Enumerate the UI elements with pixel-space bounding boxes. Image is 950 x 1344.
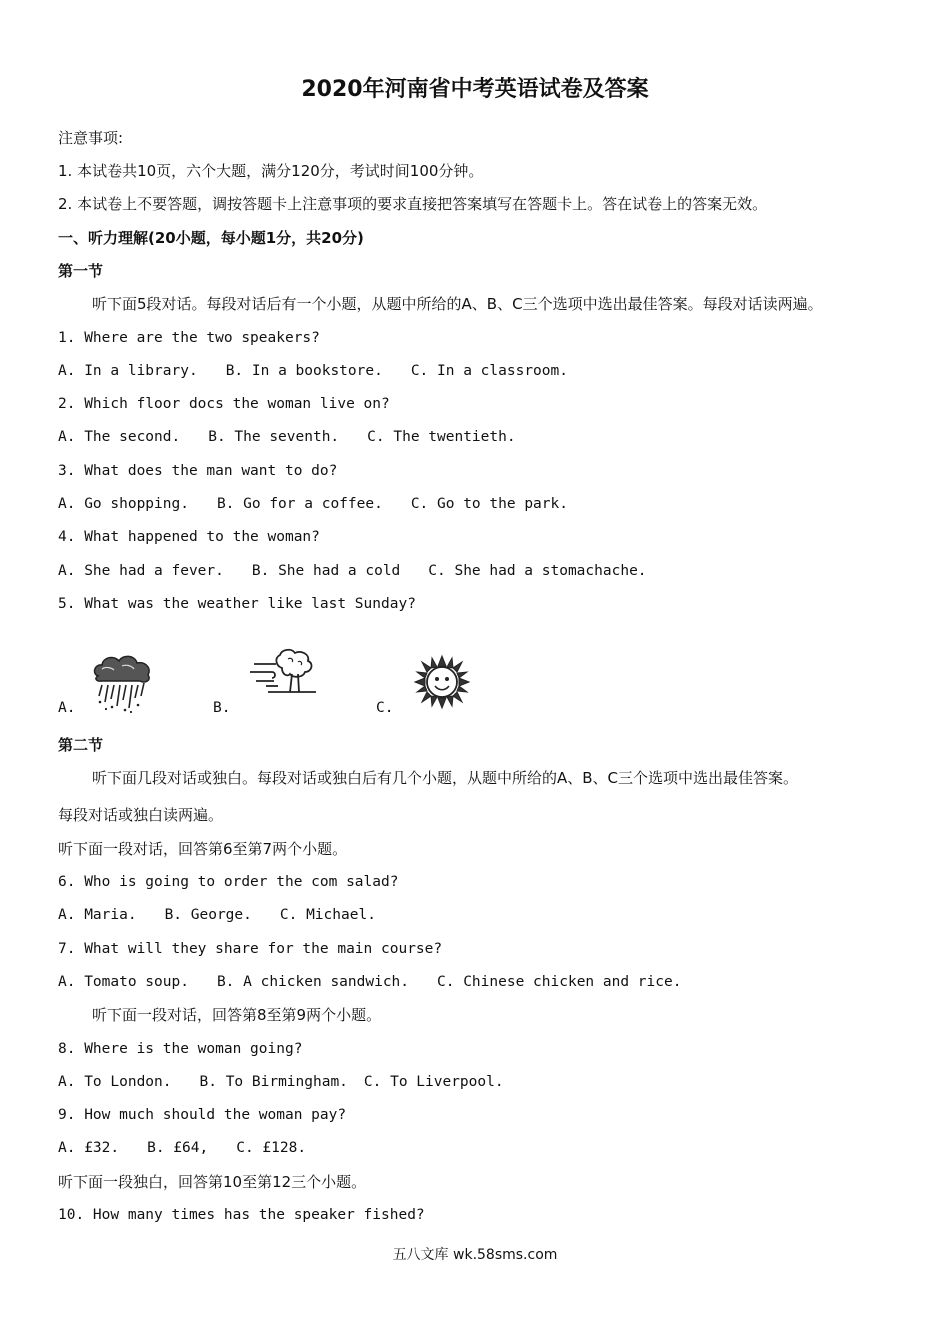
question-10: 10. How many times has the speaker fished? [58, 1207, 425, 1223]
option-a: A. [58, 700, 76, 716]
part-2-instruction-line-1: 听下面几段对话或独白。每段对话或独白后有几个小题，从题中所给的A、B、C三个选项中选出最佳答案。 [92, 769, 799, 787]
wind-tree-icon [248, 648, 320, 700]
question-9: 9. How much should the woman pay? [58, 1107, 347, 1123]
question-1-options [58, 361, 568, 381]
option-b: B. In a bookstore. [225, 363, 383, 379]
question-4-options [58, 561, 647, 581]
intro-questions-10-12: 听下面一段独白，回答第10至第12三个小题。 [58, 1173, 367, 1191]
note-2: 2. 本试卷上不要答题，调按答题卡上注意事项的要求直接把答案填写在答题卡上。答在试卷上的答案无效。 [58, 195, 768, 213]
part-2-heading: 第二节 [58, 736, 104, 754]
option-c: C. [376, 700, 394, 716]
option-a: A. Tomato soup. [58, 974, 189, 990]
page-title: 2020年河南省中考英语试卷及答案 [301, 77, 649, 102]
question-2: 2. Which floor docs the woman live on? [58, 396, 390, 412]
option-b: B. Go for a coffee. [216, 496, 383, 512]
question-6: 6. Who is going to order the com salad? [58, 874, 399, 890]
option-c: C. The twentieth. [367, 429, 516, 445]
part-1-instruction: 听下面5段对话。每段对话后有一个小题，从题中所给的A、B、C三个选项中选出最佳答案。每段对话读两遍。 [92, 295, 823, 313]
question-6-options [58, 905, 376, 925]
option-b: B. George. [164, 907, 252, 923]
question-1: 1. Where are the two speakers? [58, 330, 320, 346]
option-b: B. A chicken sandwich. [216, 974, 410, 990]
intro-questions-6-7: 听下面一段对话，回答第6至第7两个小题。 [58, 840, 348, 858]
option-b: B. To Birmingham. [199, 1074, 348, 1090]
option-c: C. Chinese chicken and rice. [437, 974, 682, 990]
note-1: 1. 本试卷共10页，六个大题，满分120分，考试时间100分钟。 [58, 162, 484, 180]
question-8: 8. Where is the woman going? [58, 1041, 303, 1057]
question-7-options [58, 972, 681, 992]
question-5: 5. What was the weather like last Sunday? [58, 596, 416, 612]
option-c: C. In a classroom. [410, 363, 568, 379]
part-1-heading: 第一节 [58, 262, 104, 280]
option-a: A. In a library. [58, 363, 198, 379]
option-a: A. She had a fever. [58, 563, 224, 579]
option-b: B. The seventh. [208, 429, 340, 445]
question-4: 4. What happened to the woman? [58, 529, 320, 545]
part-2-instruction-line-2: 每段对话或独白读两遍。 [58, 806, 224, 824]
option-b: B. £64, [147, 1140, 209, 1156]
sun-icon [413, 654, 471, 710]
notes-heading: 注意事项: [58, 129, 124, 147]
option-c: C. She had a stomachache. [428, 563, 647, 579]
option-c: C. To Liverpool. [363, 1074, 504, 1090]
question-7: 7. What will they share for the main course? [58, 941, 443, 957]
option-b: B. She had a cold [251, 563, 401, 579]
rain-cloud-icon [90, 652, 156, 714]
question-3: 3. What does the man want to do? [58, 463, 338, 479]
option-a: A. Maria. [58, 907, 137, 923]
option-c: C. Go to the park. [410, 496, 568, 512]
intro-questions-8-9: 听下面一段对话，回答第8至第9两个小题。 [92, 1006, 382, 1024]
option-c: C. Michael. [279, 907, 376, 923]
question-9-options [58, 1138, 306, 1158]
option-c: C. £128. [236, 1140, 307, 1156]
option-a: A. To London. [58, 1074, 172, 1090]
section-1-heading: 一、听力理解(20小题，每小题1分，共20分) [58, 229, 364, 247]
option-a: A. The second. [58, 429, 181, 445]
question-3-options [58, 494, 568, 514]
option-a: A. Go shopping. [58, 496, 189, 512]
question-5-picture-options [58, 648, 578, 720]
option-b: B. [213, 700, 231, 716]
page-footer: 五八文库 wk.58sms.com [392, 1247, 558, 1263]
question-8-options [58, 1072, 504, 1092]
question-2-options [58, 427, 516, 447]
option-a: A. £32. [58, 1140, 120, 1156]
